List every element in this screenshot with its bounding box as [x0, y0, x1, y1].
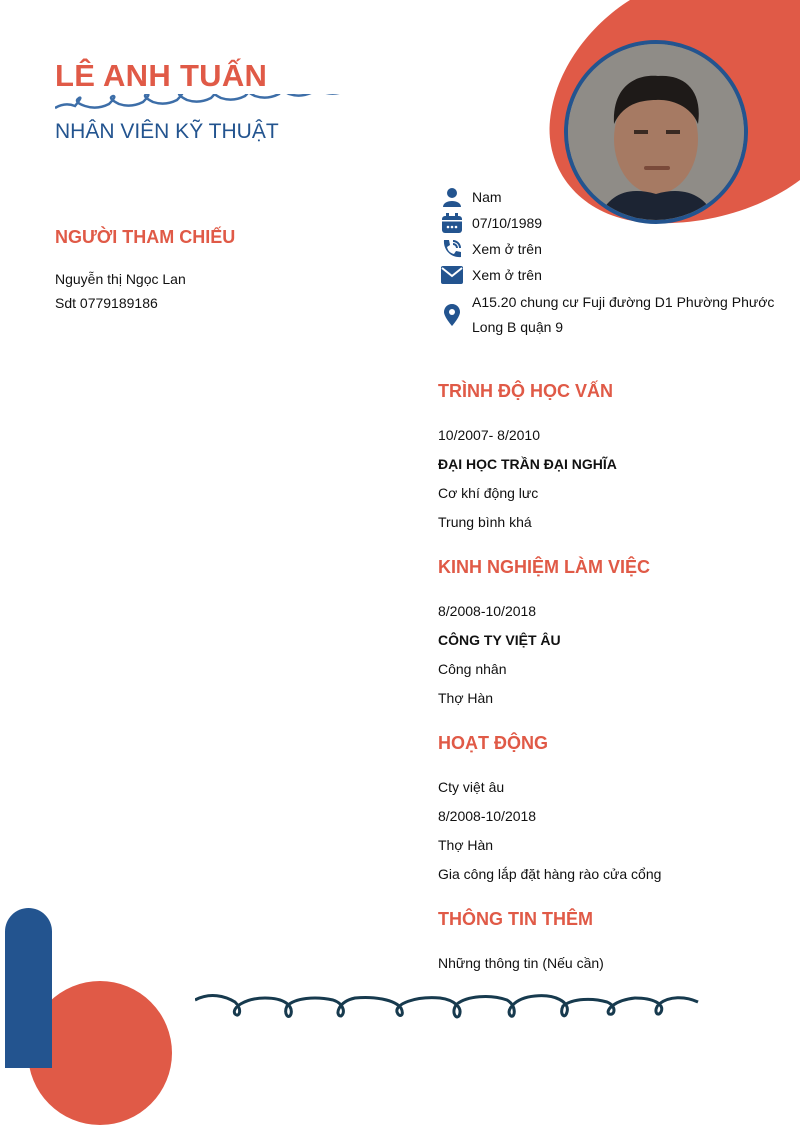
experience-company: CÔNG TY VIỆT ÂU: [438, 632, 561, 648]
experience-heading: KINH NGHIỆM LÀM VIỆC: [438, 557, 651, 577]
education-school: ĐẠI HỌC TRẦN ĐẠI NGHĨA: [438, 456, 617, 472]
email-icon: [440, 264, 464, 286]
reference-name: Nguyễn thị Ngọc Lan: [55, 271, 186, 287]
activity-line: 8/2008-10/2018: [438, 808, 537, 824]
experience-detail: Thợ Hàn: [438, 690, 494, 706]
location-icon: [440, 304, 464, 326]
activities-section: [438, 773, 661, 889]
address-line-2: Long B quận 9: [472, 319, 564, 335]
wavy-divider-top: [55, 94, 475, 114]
education-heading: TRÌNH ĐỘ HỌC VẤN: [438, 381, 613, 401]
calendar-icon: [440, 212, 464, 234]
candidate-name: LÊ ANH TUẤN: [55, 58, 268, 93]
contact-address: [440, 290, 774, 340]
education-grade: Trung bình khá: [438, 514, 532, 530]
decor-blue-bar: [5, 908, 52, 1068]
education-major: Cơ khí động lưc: [438, 485, 539, 501]
user-icon: [440, 186, 464, 208]
additional-text: Những thông tin (Nếu cần): [438, 955, 604, 971]
experience-section: [438, 597, 561, 713]
profile-photo: [564, 40, 748, 224]
contact-value: Nam: [472, 189, 502, 205]
contact-value: Xem ở trên: [472, 241, 542, 257]
references-heading: NGƯỜI THAM CHIẾU: [55, 227, 236, 247]
activity-line: Thợ Hàn: [438, 837, 494, 853]
education-section: [438, 421, 617, 537]
activities-heading: HOẠT ĐỘNG: [438, 733, 548, 753]
job-title: NHÂN VIÊN KỸ THUẬT: [55, 120, 279, 143]
contact-gender: [440, 186, 502, 208]
contact-email: [440, 264, 542, 286]
contact-value: 07/10/1989: [472, 215, 543, 231]
address-line-1: A15.20 chung cư Fuji đường D1 Phường Phước: [472, 294, 775, 310]
phone-icon: [440, 238, 464, 260]
additional-heading: THÔNG TIN THÊM: [438, 909, 593, 929]
education-period: 10/2007- 8/2010: [438, 427, 540, 443]
wavy-divider-bottom: [195, 992, 700, 1022]
experience-position: Công nhân: [438, 661, 507, 677]
contact-phone: [440, 238, 542, 260]
contact-value: Xem ở trên: [472, 267, 542, 283]
reference-phone: Sdt 0779189186: [55, 295, 158, 311]
experience-period: 8/2008-10/2018: [438, 603, 537, 619]
activity-line: Cty việt âu: [438, 779, 505, 795]
references-list: [55, 267, 186, 315]
activity-line: Gia công lắp đặt hàng rào cửa cổng: [438, 866, 662, 882]
contact-birthdate: [440, 212, 542, 234]
